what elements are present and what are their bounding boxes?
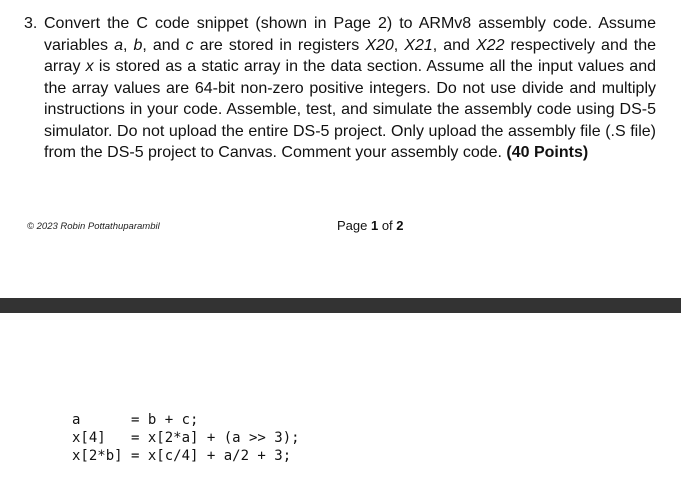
code-line: a = b + c; (72, 412, 199, 428)
question-text-segment: are stored in registers (193, 36, 366, 54)
c-code-snippet (72, 411, 300, 465)
question-text (44, 13, 656, 164)
page-indicator (337, 218, 404, 233)
variable-a: a (114, 36, 123, 54)
page-current: 1 (370, 218, 379, 233)
question-text-segment: , (123, 36, 134, 54)
register-x22: X22 (476, 36, 505, 54)
question-text-segment: is stored as a static array in the data section. Assume all the input values and the array values are 64-bit non-zero positive integers. Do not use divide and multiply instructions in your code. Assemble, test, and simulate the assembly code using DS-5 simulator. Do not upload the entire DS-5 project. Only upload the assembly file (.S file) from the DS-5 project to Canvas. Comment your assembly code. (44, 58, 656, 161)
question-3 (24, 13, 656, 164)
page-divider (0, 298, 681, 313)
question-text-segment: respectively and the array (44, 36, 657, 75)
question-text-segment: , and (432, 36, 476, 54)
page-middle: of (378, 218, 397, 233)
question-text-segment: Convert the C code snippet (shown in Page 2) to ARMv8 assembly code. Assume variables (44, 15, 656, 54)
register-x20: X20 (365, 36, 394, 54)
variable-c: c (185, 36, 194, 54)
copyright-notice: © 2023 Robin Pottathuparambil (27, 221, 160, 232)
variable-x: x (85, 58, 94, 75)
page-prefix: Page (337, 218, 371, 233)
variable-b: b (133, 36, 143, 54)
question-text-segment: , and (142, 36, 186, 54)
question-text-segment: , (393, 36, 405, 54)
register-x21: X21 (404, 36, 433, 54)
question-number: 3. (24, 15, 38, 32)
code-line: x[4] = x[2*a] + (a >> 3); (72, 430, 300, 446)
points-label: (40 Points) (506, 144, 589, 161)
page-total: 2 (396, 218, 404, 233)
code-line: x[2*b] = x[c/4] + a/2 + 3; (72, 448, 292, 464)
